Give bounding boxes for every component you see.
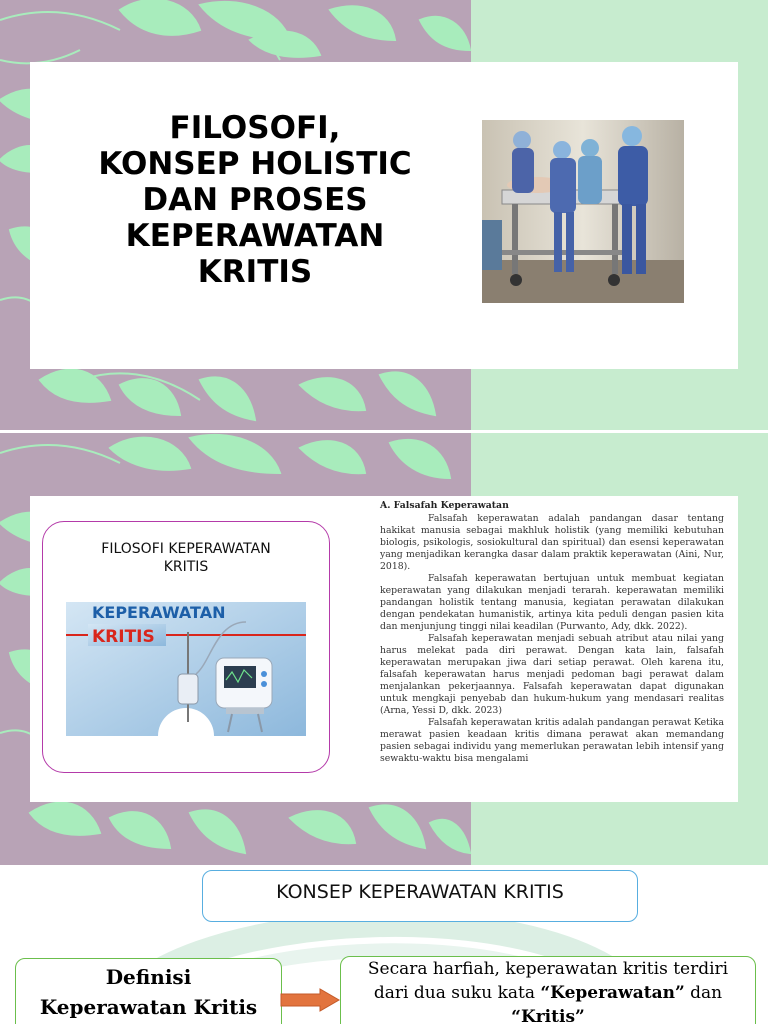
document-paragraph: Falsafah keperawatan menjadi sebuah atribut atau nilai yang harus melekat pada diri perawat. Dengan kata lain, falsafah keperawatan merupakan jiwa dari setiap perawat. Oleh karena itu, falsafah keperawatan harus menjadi pedoman bagi perawat dalam menjalankan pekerjaannya. Falsafah keperawatan dapat digunakan untuk mengkaji penyebab dan hukum-hukum yang mendasari realitas (Arna, Yessi D, dkk. 2023) [380, 633, 724, 716]
keyword-keperawatan: “Keperawatan” [540, 983, 685, 1003]
document-heading: A. Falsafah Keperawatan [380, 500, 509, 511]
definition-line: Definisi [105, 965, 192, 989]
definition-text-box [340, 956, 756, 1024]
title-line: DAN PROSES [142, 182, 368, 218]
filosofi-box [42, 521, 330, 773]
slide-title-text [40, 110, 470, 290]
document-paragraph: Falsafah keperawatan kritis adalah pandangan perawat Ketika merawat pasien keadaan kritis dimana perawat akan memandang pasien sebagai individu yang memerlukan perawatan lebih intensif yang sewaktu-waktu bisa mengalami [380, 717, 724, 764]
definition-text-line: Secara harfiah, keperawatan kritis terdiri [367, 959, 729, 979]
keperawatan-kritis-image [66, 602, 306, 736]
icu-team-photo [482, 120, 684, 303]
title-line: KONSEP HOLISTIC [98, 146, 412, 182]
keyword-kritis: “Kritis” [511, 1007, 585, 1024]
title-line: KEPERAWATAN [125, 218, 385, 254]
definition-text-part: dan [684, 983, 723, 1003]
konsep-title-box [202, 870, 638, 922]
slide-konsep [0, 866, 768, 1024]
falsafah-document [380, 500, 724, 765]
slide-filosofi [0, 433, 768, 865]
definition-box [15, 958, 282, 1024]
box-title-line: KRITIS [163, 559, 209, 575]
definition-line: Keperawatan Kritis [39, 995, 258, 1019]
image-title-kritis: KRITIS [92, 627, 155, 647]
image-title-keperawatan: KEPERAWATAN [92, 603, 226, 622]
title-line: KRITIS [197, 254, 313, 290]
title-line: FILOSOFI, [169, 110, 341, 146]
definition-text-part: dari dua suku kata [373, 983, 541, 1003]
filosofi-box-title [43, 540, 329, 576]
slide-title [0, 0, 768, 430]
right-arrow-icon [280, 988, 340, 1012]
document-paragraph: Falsafah keperawatan adalah pandangan dasar tentang hakikat manusia sebagai makhluk holistik (yang memiliki kebutuhan biologis, psikologis, sosiokultural dan spiritual) dan esensi keperawatan yang menjadikan kerangka dasar dalam praktik keperawatan (Aini, Nur, 2018). [380, 513, 724, 572]
box-title-line: FILOSOFI KEPERAWATAN [101, 541, 271, 557]
document-paragraph: Falsafah keperawatan bertujuan untuk membuat kegiatan keperawatan yang dilakukan menjadi terarah. keperawatan memiliki pandangan holistik tentang manusia, kegiatan perawatan dilakukan dengan pendekatan humanistik, artinya kita peduli dengan pasien kita dan menjunjung tinggi nilai keadilan (Purwanto, Ady, dkk. 2022). [380, 573, 724, 632]
konsep-title: KONSEP KEPERAWATAN KRITIS [276, 881, 564, 903]
